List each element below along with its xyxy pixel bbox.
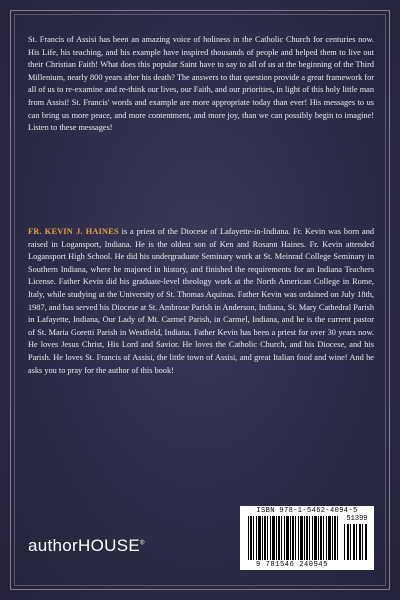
publisher-logo xyxy=(28,536,145,556)
isbn-number: ISBN 978-1-5462-4094-5 xyxy=(256,507,358,515)
price-code: 51399 xyxy=(346,515,368,523)
author-bio xyxy=(28,226,374,377)
barcode-bars xyxy=(248,516,340,560)
registered-mark: ® xyxy=(139,540,145,547)
publisher-name-lower: author xyxy=(28,536,79,555)
isbn-barcode xyxy=(240,506,374,570)
price-barcode-bars xyxy=(344,524,368,560)
publisher-name-upper: HOUSE xyxy=(78,536,140,555)
barcode-digits: 9 781546 240945 xyxy=(255,561,328,569)
author-bio-text: is a priest of the Diocese of Lafayette-in-Indiana. Fr. Kevin was born and raised in Logansport, Indiana. He is the oldest son of Ken and Rosann Haines. Fr. Kevin attended Logansport High School. He did his undergraduate Seminary work at St. Meinrad College Seminary in Southern Indiana, where he majored in history, and finished the requirements for an Indiana Teachers License. Father Kevin did his graduate-level theology work at the North American College in Rome, Italy, while studying at the University of St. Thomas Aquinas. Father Kevin was ordained on July 18th, 1987, and has served his Diocese at St. Ambrose Parish in Anderson, Indiana, St. Mary Cathedral Parish in Lafayette, Indiana, Our Lady of Mt. Carmel Parish, in Carmel, Indiana, and he is the current pastor of St. Maria Goretti Parish in Westfield, Indiana. Father Kevin has been a priest for over 30 years now. He loves Jesus Christ, His Lord and Savior. He loves the Catholic Church, and his Diocese, and his Parish. He loves St. Francis of Assisi, the little town of Assisi, and great Italian food and wine! And he asks you to pray for the author of this book! xyxy=(28,227,374,375)
author-name: FR. KEVIN J. HAINES xyxy=(28,227,119,236)
book-blurb: St. Francis of Assisi has been an amazing voice of holiness in the Catholic Church for centuries now. His Life, his teaching, and his example have inspired thousands of people and helped them to live out their Christian Faith! What does this popular Saint have to say to all of us at the beginning of the Third Millenium, nearly 800 years after his death? The answers to that question provide a great framework for all of us to re-examine and re-think our lives, our Faith, and our priorities, in light of this holy little man from Assisi! St. Francis' words and example are more appropriate today than ever! His messages to us can bring us more peace, and more contentment, and more joy, than we can possibly begin to imagine! Listen to these messages! xyxy=(28,35,374,133)
